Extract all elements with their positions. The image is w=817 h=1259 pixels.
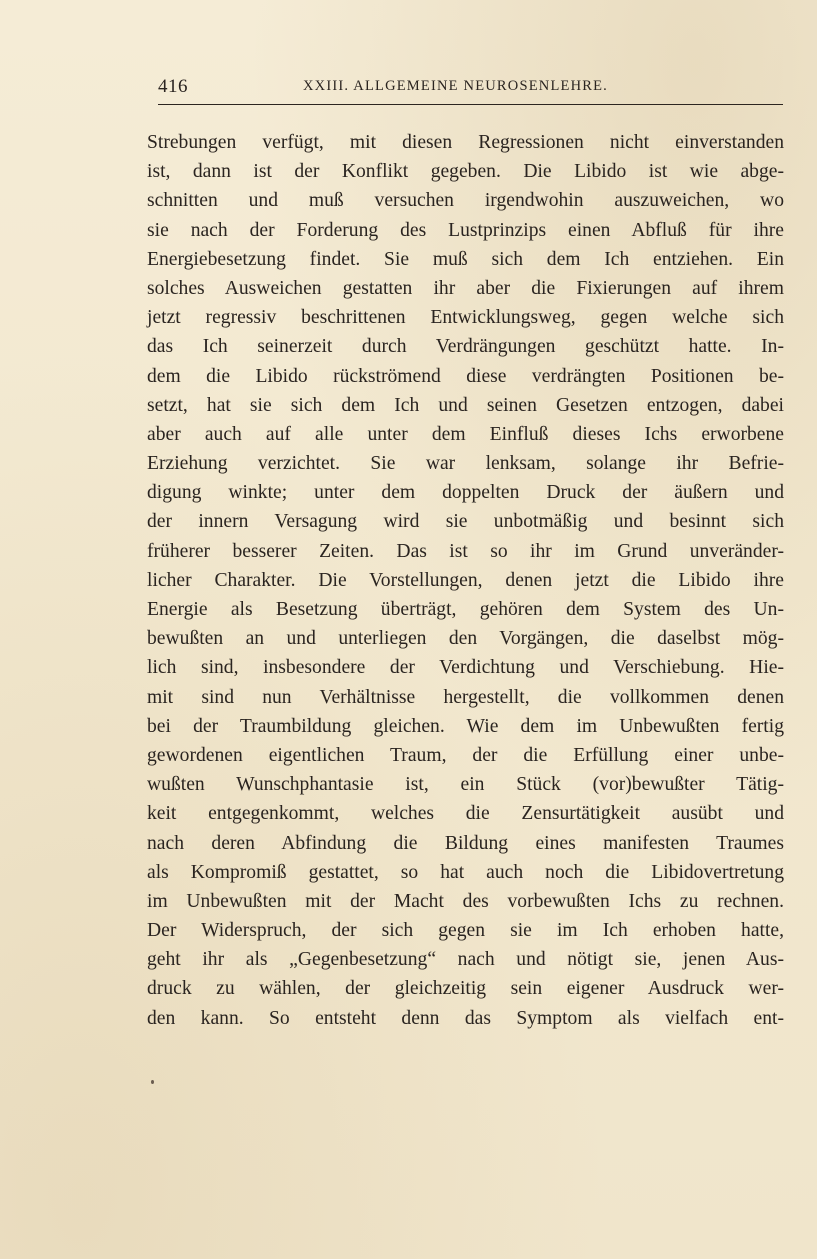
text-line: dem die Libido rückströmend diese verdrängten Positionen be-: [147, 365, 784, 387]
text-line: das Ich seinerzeit durch Verdrängungen geschützt hatte. In-: [147, 336, 784, 358]
paper-speck: [151, 1080, 154, 1084]
text-line: nach deren Abfindung die Bildung eines manifesten Traumes: [147, 832, 784, 854]
text-line: jetzt regressiv beschrittenen Entwicklungsweg, gegen welche sich: [147, 307, 784, 329]
text-line: keit entgegenkommt, welches die Zensurtätigkeit ausübt und: [147, 803, 784, 825]
text-line: der innern Versagung wird sie unbotmäßig und besinnt sich: [147, 511, 784, 533]
text-line: Erziehung verzichtet. Sie war lenksam, solange ihr Befrie-: [147, 453, 784, 475]
text-line: aber auch auf alle unter dem Einfluß dieses Ichs erworbene: [147, 423, 784, 445]
text-line: früherer besserer Zeiten. Das ist so ihr im Grund unveränder-: [147, 540, 784, 562]
text-line: Energiebesetzung findet. Sie muß sich dem Ich entziehen. Ein: [147, 248, 784, 270]
page-header: [158, 76, 783, 100]
text-line: licher Charakter. Die Vorstellungen, denen jetzt die Libido ihre: [147, 569, 784, 591]
text-line: Der Widerspruch, der sich gegen sie im Ich erhoben hatte,: [147, 920, 784, 942]
text-line: im Unbewußten mit der Macht des vorbewußten Ichs zu rechnen.: [147, 890, 784, 912]
text-line: Energie als Besetzung überträgt, gehören dem System des Un-: [147, 599, 784, 620]
text-line: ist, dann ist der Konflikt gegeben. Die Libido ist wie abge-: [147, 161, 784, 183]
page-number: 416: [158, 76, 188, 97]
text-line: digung winkte; unter dem doppelten Druck der äußern und: [147, 482, 784, 504]
text-line: Strebungen verfügt, mit diesen Regressionen nicht einverstanden: [147, 132, 784, 153]
text-line: setzt, hat sie sich dem Ich und seinen Gesetzen entzogen, dabei: [147, 394, 784, 416]
text-line: mit sind nun Verhältnisse hergestellt, die vollkommen denen: [147, 686, 784, 708]
text-line: wußten Wunschphantasie ist, ein Stück (vor)bewußter Tätig-: [147, 774, 784, 796]
text-line: solches Ausweichen gestatten ihr aber die Fixierungen auf ihrem: [147, 277, 784, 299]
text-line: schnitten und muß versuchen irgendwohin auszuweichen, wo: [147, 190, 784, 212]
body-text: [147, 128, 784, 1033]
text-line: als Kompromiß gestattet, so hat auch noch die Libidovertretung: [147, 861, 784, 883]
text-line: sie nach der Forderung des Lustprinzips einen Abfluß für ihre: [147, 219, 784, 241]
text-line: bei der Traumbildung gleichen. Wie dem im Unbewußten fertig: [147, 715, 784, 737]
text-line: gewordenen eigentlichen Traum, der die Erfüllung einer unbe-: [147, 744, 784, 766]
text-line: geht ihr als „Gegenbesetzung“ nach und nötigt sie, jenen Aus-: [147, 949, 784, 971]
text-line: den kann. So entsteht denn das Symptom als vielfach ent-: [147, 1007, 784, 1029]
text-line: druck zu wählen, der gleichzeitig sein eigener Ausdruck wer-: [147, 978, 784, 1000]
running-head: XXIII. ALLGEMEINE NEUROSENLEHRE.: [303, 78, 609, 94]
header-rule: [158, 104, 783, 105]
text-line: lich sind, insbesondere der Verdichtung und Verschiebung. Hie-: [147, 657, 784, 679]
text-line: bewußten an und unterliegen den Vorgängen, die daselbst mög-: [147, 628, 784, 650]
